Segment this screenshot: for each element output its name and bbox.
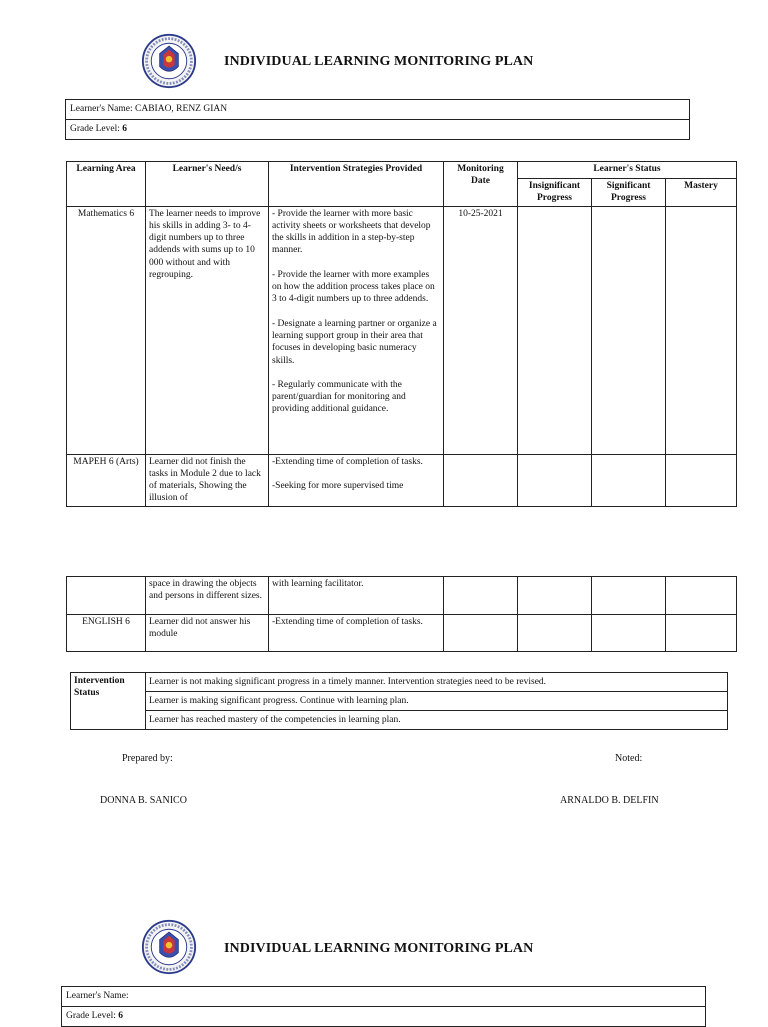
learner-name-value: CABIAO, RENZ GIAN — [135, 104, 228, 115]
header-monitoring-date: Monitoring Date — [444, 162, 518, 207]
strategy-item: - Provide the learner with more examples on how the addition process takes place on 3 to 4-digit numbers up to three addends. — [272, 269, 435, 305]
document-title: INDIVIDUAL LEARNING MONITORING PLAN — [224, 54, 534, 69]
learning-area-cell: ENGLISH 6 — [67, 615, 146, 652]
noted-label: Noted: — [615, 753, 643, 764]
significant-cell — [592, 615, 666, 652]
mastery-cell — [666, 577, 737, 615]
intervention-status-row — [71, 673, 728, 692]
strategy-item: - Provide the learner with more basic activity sheets or worksheets that develop the skills in addition in a step-by-step manner. — [272, 208, 431, 256]
intervention-status-item: Learner is not making significant progress in a timely manner. Intervention strategies need to be revised. — [146, 673, 728, 692]
mastery-cell — [666, 454, 737, 506]
table-row — [67, 206, 737, 454]
needs-cell: space in drawing the objects and persons in different sizes. — [146, 577, 269, 615]
strategy-item: -Extending time of completion of tasks. — [272, 456, 423, 467]
significant-cell — [592, 577, 666, 615]
header-mastery: Mastery — [666, 179, 737, 207]
learning-area-cell: Mathematics 6 — [67, 206, 146, 454]
page2-title: INDIVIDUAL LEARNING MONITORING PLAN — [224, 941, 534, 956]
prepared-by-name: DONNA B. SANICO — [100, 795, 187, 806]
monitoring-date-cell — [444, 615, 518, 652]
prepared-by-label: Prepared by: — [122, 753, 173, 764]
strategy-item: - Designate a learning partner or organize a learning support group in their area that focuses in developing basic numeracy skills. — [272, 318, 437, 366]
table-row — [67, 577, 737, 615]
header-intervention-strategies: Intervention Strategies Provided — [269, 162, 444, 207]
learning-area-cell — [67, 577, 146, 615]
strategies-cell: -Extending time of completion of tasks. — [269, 615, 444, 652]
strategy-item: -Seeking for more supervised time — [272, 480, 404, 491]
table-header-row — [67, 162, 737, 179]
strategies-cell — [269, 206, 444, 454]
insignificant-cell — [518, 615, 592, 652]
monitoring-date-cell — [444, 577, 518, 615]
deped-seal-icon — [141, 33, 197, 89]
learner-name-cell — [66, 100, 690, 120]
monitoring-date-cell: 10-25-2021 — [444, 206, 518, 454]
header-insignificant-progress: Insignificant Progress — [518, 179, 592, 207]
intervention-status-row — [71, 711, 728, 730]
significant-cell — [592, 454, 666, 506]
grade-level-label: Grade Level: — [70, 124, 120, 135]
grade-level-value: 6 — [122, 124, 127, 135]
header-significant-progress: Significant Progress — [592, 179, 666, 207]
header-learners-needs: Learner's Need/s — [146, 162, 269, 207]
learner-name-row — [66, 100, 690, 120]
header-learners-status: Learner's Status — [518, 162, 737, 179]
strategy-item: - Regularly communicate with the parent/guardian for monitoring and providing additional guidance. — [272, 379, 406, 415]
grade-level-row — [66, 120, 690, 140]
monitoring-date-cell — [444, 454, 518, 506]
page2-learner-info-table — [61, 986, 706, 1027]
intervention-status-row — [71, 692, 728, 711]
grade-level-cell — [66, 120, 690, 140]
insignificant-cell — [518, 454, 592, 506]
header-learning-area: Learning Area — [67, 162, 146, 207]
intervention-status-item: Learner is making significant progress. Continue with learning plan. — [146, 692, 728, 711]
insignificant-cell — [518, 577, 592, 615]
page2-grade-value: 6 — [118, 1011, 123, 1022]
page2-learner-name-cell: Learner's Name: — [62, 987, 706, 1007]
learner-name-label: Learner's Name: — [70, 104, 133, 115]
intervention-status-table — [70, 672, 728, 730]
learning-plan-table — [66, 161, 737, 507]
mastery-cell — [666, 615, 737, 652]
learning-area-cell: MAPEH 6 (Arts) — [67, 454, 146, 506]
table-row — [67, 615, 737, 652]
mastery-cell — [666, 206, 737, 454]
learner-name-row — [62, 987, 706, 1007]
insignificant-cell — [518, 206, 592, 454]
page2-grade-label: Grade Level: — [66, 1011, 116, 1022]
learning-plan-table-continued — [66, 576, 737, 652]
significant-cell — [592, 206, 666, 454]
needs-cell: Learner did not answer his module — [146, 615, 269, 652]
intervention-status-item: Learner has reached mastery of the competencies in learning plan. — [146, 711, 728, 730]
intervention-status-label: Intervention Status — [71, 673, 146, 730]
strategies-cell: with learning facilitator. — [269, 577, 444, 615]
learner-info-table — [65, 99, 690, 140]
table-row — [67, 454, 737, 506]
noted-by-name: ARNALDO B. DELFIN — [560, 795, 659, 806]
needs-cell: Learner did not finish the tasks in Module 2 due to lack of materials, Showing the illusion of — [146, 454, 269, 506]
deped-seal-icon — [141, 919, 197, 975]
strategies-cell — [269, 454, 444, 506]
needs-cell: The learner needs to improve his skills in adding 3- to 4-digit numbers up to three addends with sums up to 10 000 without and with regrouping. — [146, 206, 269, 454]
